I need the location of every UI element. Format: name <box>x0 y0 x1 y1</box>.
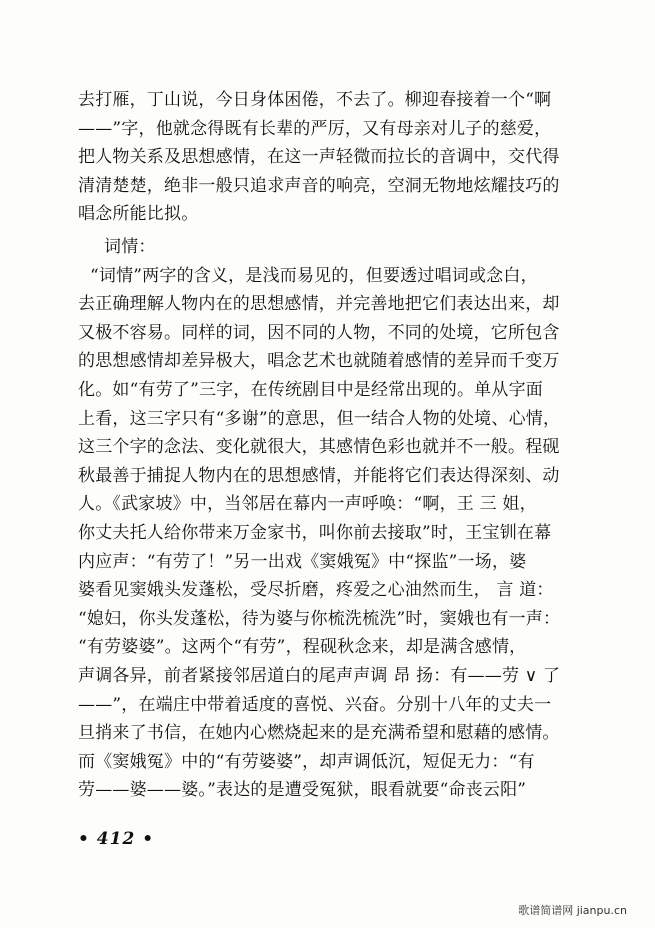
text-line: 去正确理解人物内在的思想感情，并完善地把它们表达出来，却 <box>78 294 560 315</box>
text-line: 把人物关系及思想感情，在这一声轻微而拉长的音调中，交代得 <box>78 147 560 168</box>
text-line: 这三个字的念法、变化就很大，其感情色彩也就并不一般。程砚 <box>78 437 560 458</box>
text-line: 秋最善于捕捉人物内在的思想感情，并能将它们表达得深刻、动 <box>78 465 560 486</box>
text-line: ——”字，他就念得既有长辈的严厉，又有母亲对儿子的慈爱， <box>78 118 552 139</box>
watermark: 歌谱简谱网 jianpu.cn <box>518 904 627 917</box>
text-line: 而《窦娥冤》中的“有劳婆婆”，却声调低沉，短促无力：“有 <box>78 751 535 772</box>
text-line: 声调各异，前者紧接邻居道白的尾声声调 昂 扬：有——劳 ∨ 了 <box>78 665 561 686</box>
text-line: 唱念所能比拟。 <box>78 204 199 225</box>
text-line: “词情”两字的含义，是浅而易见的，但要透过唱词或念白， <box>90 265 538 286</box>
text-line: 内应声：“有劳了！”另一出戏《窦娥冤》中“探监”一场，婆 <box>78 551 527 572</box>
paragraph-2 <box>78 233 578 805</box>
text-line: 清清楚楚，绝非一般只追求声音的响亮，空洞无物地炫耀技巧的 <box>78 175 560 196</box>
text-line: ——”，在端庄中带着适度的喜悦、兴奋。分别十八年的丈夫一 <box>78 694 552 715</box>
text-line: 上看，这三字只有“多谢”的意思，但一结合人物的处境、心情， <box>78 408 561 429</box>
text-line: 婆看见窦娥头发蓬松，受尽折磨，疼爱之心油然而生， 言 道： <box>78 580 554 601</box>
text-line: 去打雁，丁山说，今日身体困倦，不去了。柳迎春接着一个“啊 <box>78 90 552 110</box>
text-line: 又极不容易。同样的词，因不同的人物，不同的处境，它所包含 <box>78 322 560 343</box>
text-line: 旦捎来了书信，在她内心燃烧起来的是充满希望和慰藉的感情。 <box>78 723 560 744</box>
text-line: 人。《武家坡》中，当邻居在幕内一声呼唤：“啊，王 三 姐， <box>78 494 537 515</box>
text-line: 的思想感情却差异极大，唱念艺术也就随着感情的差异而千变万 <box>78 351 560 372</box>
section-heading: 词情： <box>104 237 156 257</box>
text-line: “有劳婆婆”。这两个“有劳”，程砚秋念来，却是满含感情， <box>78 637 527 658</box>
page-number: • 412 • <box>78 829 155 849</box>
paragraph-1 <box>78 86 578 229</box>
text-line: “媳妇，你头发蓬松，待为婆与你梳洗梳洗”时，窦娥也有一声： <box>78 608 561 629</box>
text-line: 你丈夫托人给你带来万金家书，叫你前去接取”时，王宝钏在幕 <box>78 522 552 543</box>
text-line: 劳——婆——婆。”表达的是遭受冤狱，眼看就要“命丧云阳” <box>78 780 527 801</box>
text-line: 化。如“有劳了”三字，在传统剧目中是经常出现的。单从字面 <box>78 379 543 400</box>
